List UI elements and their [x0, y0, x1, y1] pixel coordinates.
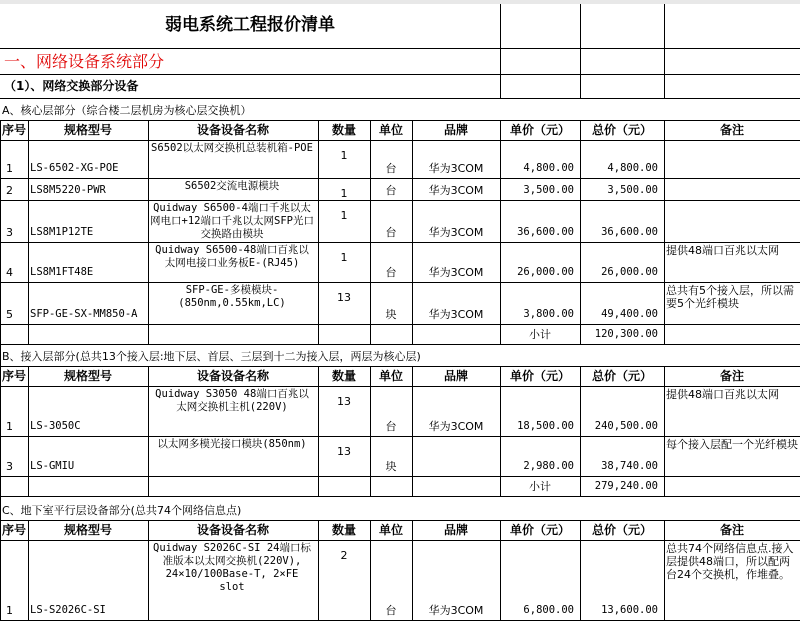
header-unit: 单位	[378, 122, 403, 137]
header-price: 单价（元）	[509, 522, 570, 537]
header-unit: 单位	[378, 368, 403, 383]
row-no: 1	[6, 604, 13, 617]
group-b-heading: B、接入层部分(总共13个接入层:地下层、首层、三层到十二为接入层，两层为核心层)	[2, 349, 421, 363]
row-no: 4	[6, 266, 13, 279]
row-no: 3	[6, 460, 13, 473]
row-price: 4,800.00	[523, 162, 574, 174]
row-no: 1	[6, 420, 13, 433]
sheet-title: 弱电系统工程报价清单	[165, 14, 335, 35]
header-name: 设备设备名称	[196, 522, 269, 537]
row-model: LS-GMIU	[30, 460, 75, 472]
header-brand: 品牌	[443, 522, 468, 537]
row-price: 36,600.00	[517, 226, 574, 238]
row-qty: 13	[337, 395, 351, 408]
row-brand	[412, 436, 500, 473]
row-note: 提供48端口百兆以太网	[666, 388, 779, 401]
header-total: 总价（元）	[591, 122, 652, 137]
header-model: 规格型号	[63, 122, 112, 137]
row-model: SFP-GE-SX-MM850-A	[30, 308, 138, 320]
row-total: 36,600.00	[601, 226, 658, 238]
row-note: 提供48端口百兆以太网	[666, 244, 779, 257]
row-no: 3	[6, 226, 13, 239]
row-price: 2,980.00	[523, 460, 574, 472]
row-qty: 13	[337, 291, 351, 304]
header-model: 规格型号	[63, 522, 112, 537]
row-no: 5	[6, 308, 13, 321]
row-brand: 华为3COM	[428, 420, 484, 433]
row-model: LS-S2026C-SI	[30, 604, 106, 616]
row-price: 6,800.00	[523, 604, 574, 616]
header-note: 备注	[719, 522, 744, 537]
row-unit: 块	[385, 460, 397, 473]
row-price: 3,800.00	[523, 308, 574, 320]
row-unit: 块	[385, 308, 397, 321]
header-note: 备注	[719, 122, 744, 137]
row-qty: 1	[340, 251, 348, 264]
group-c-heading: C、地下室平行层设备部分(总共74个网络信息点)	[2, 503, 242, 517]
row-unit: 台	[385, 162, 397, 175]
header-name: 设备设备名称	[196, 122, 269, 137]
row-name: Quidway S6500-4端口千兆以太网电口+12端口千兆以太网SFP光口交换路由模块	[150, 202, 314, 240]
row-model: LS8M1FT48E	[30, 266, 94, 278]
row-note	[666, 202, 798, 240]
subsection-heading: （1）、网络交换部分设备	[4, 78, 139, 93]
header-note: 备注	[719, 368, 744, 383]
header-brand: 品牌	[443, 368, 468, 383]
row-brand: 华为3COM	[428, 266, 484, 279]
row-no: 1	[6, 162, 13, 175]
row-note: 总共74个网络信息点.接入层提供48端口，所以配两台24个交换机，作堆叠。	[666, 542, 794, 581]
header-total: 总价（元）	[591, 522, 652, 537]
header-unit: 单位	[378, 522, 403, 537]
section-heading: 一、网络设备系统部分	[4, 51, 165, 71]
row-unit: 台	[385, 420, 397, 433]
row-brand: 华为3COM	[428, 162, 484, 175]
row-qty: 1	[340, 187, 348, 200]
row-total: 240,500.00	[594, 420, 658, 432]
row-name: Quidway S2026C-SI 24端口标准版本以太网交换机(220V), 24×10/100Base-T, 2×FE slot	[153, 542, 311, 593]
subtotal-label: 小计	[529, 327, 551, 341]
row-qty: 13	[337, 445, 351, 458]
row-qty: 2	[340, 549, 348, 562]
row-note	[666, 180, 798, 198]
group-a-heading: A、核心层部分（综合楼二层机房为核心层交换机）	[2, 103, 252, 117]
row-price: 3,500.00	[523, 184, 574, 196]
row-total: 38,740.00	[601, 460, 658, 472]
row-total: 4,800.00	[607, 162, 658, 174]
subtotal-value: 279,240.00	[594, 479, 658, 492]
row-total: 26,000.00	[601, 266, 658, 278]
header-brand: 品牌	[443, 122, 468, 137]
header-total: 总价（元）	[591, 368, 652, 383]
row-brand: 华为3COM	[428, 184, 484, 197]
row-brand: 华为3COM	[428, 604, 484, 617]
row-model: LS-3050C	[30, 420, 81, 432]
header-name: 设备设备名称	[196, 368, 269, 383]
row-unit: 台	[385, 604, 397, 617]
subtotal-value: 120,300.00	[594, 327, 658, 340]
row-total: 13,600.00	[601, 604, 658, 616]
row-note: 总共有5个接入层，所以需要5个光纤模块	[666, 284, 794, 310]
row-price: 18,500.00	[517, 420, 574, 432]
row-unit: 台	[385, 184, 397, 197]
row-price: 26,000.00	[517, 266, 574, 278]
row-name: Quidway S6500-48端口百兆以太网电接口业务板E-(RJ45)	[155, 244, 309, 269]
row-model: LS-6502-XG-POE	[30, 162, 119, 174]
header-qty: 数量	[331, 522, 356, 537]
row-name: SFP-GE-多模模块-(850nm,0.55km,LC)	[178, 284, 286, 309]
row-total: 49,400.00	[601, 308, 658, 320]
header-no: 序号	[1, 122, 26, 137]
header-price: 单价（元）	[509, 368, 570, 383]
row-total: 3,500.00	[607, 184, 658, 196]
subtotal-label: 小计	[529, 479, 551, 493]
row-brand: 华为3COM	[428, 308, 484, 321]
row-model: LS8M1P12TE	[30, 226, 94, 238]
row-unit: 台	[385, 226, 397, 239]
row-brand: 华为3COM	[428, 226, 484, 239]
toolbar-edge	[0, 0, 800, 4]
row-name: S6502以太网交换机总装机箱-POE	[151, 142, 313, 154]
row-no: 2	[6, 184, 13, 197]
header-qty: 数量	[331, 122, 356, 137]
row-qty: 1	[340, 149, 348, 162]
row-note: 每个接入层配一个光纤模块	[666, 438, 798, 451]
row-name: S6502交流电源模块	[184, 180, 280, 192]
row-unit: 台	[385, 266, 397, 279]
header-price: 单价（元）	[509, 122, 570, 137]
header-no: 序号	[1, 522, 26, 537]
row-qty: 1	[340, 209, 348, 222]
header-qty: 数量	[331, 368, 356, 383]
header-no: 序号	[1, 368, 26, 383]
row-name: Quidway S3050 48端口百兆以太网交换机主机(220V)	[155, 388, 309, 413]
row-name: 以太网多模光接口模块(850nm)	[157, 438, 307, 450]
row-note	[666, 142, 798, 176]
row-model: LS8M5220-PWR	[30, 184, 106, 196]
header-model: 规格型号	[63, 368, 112, 383]
